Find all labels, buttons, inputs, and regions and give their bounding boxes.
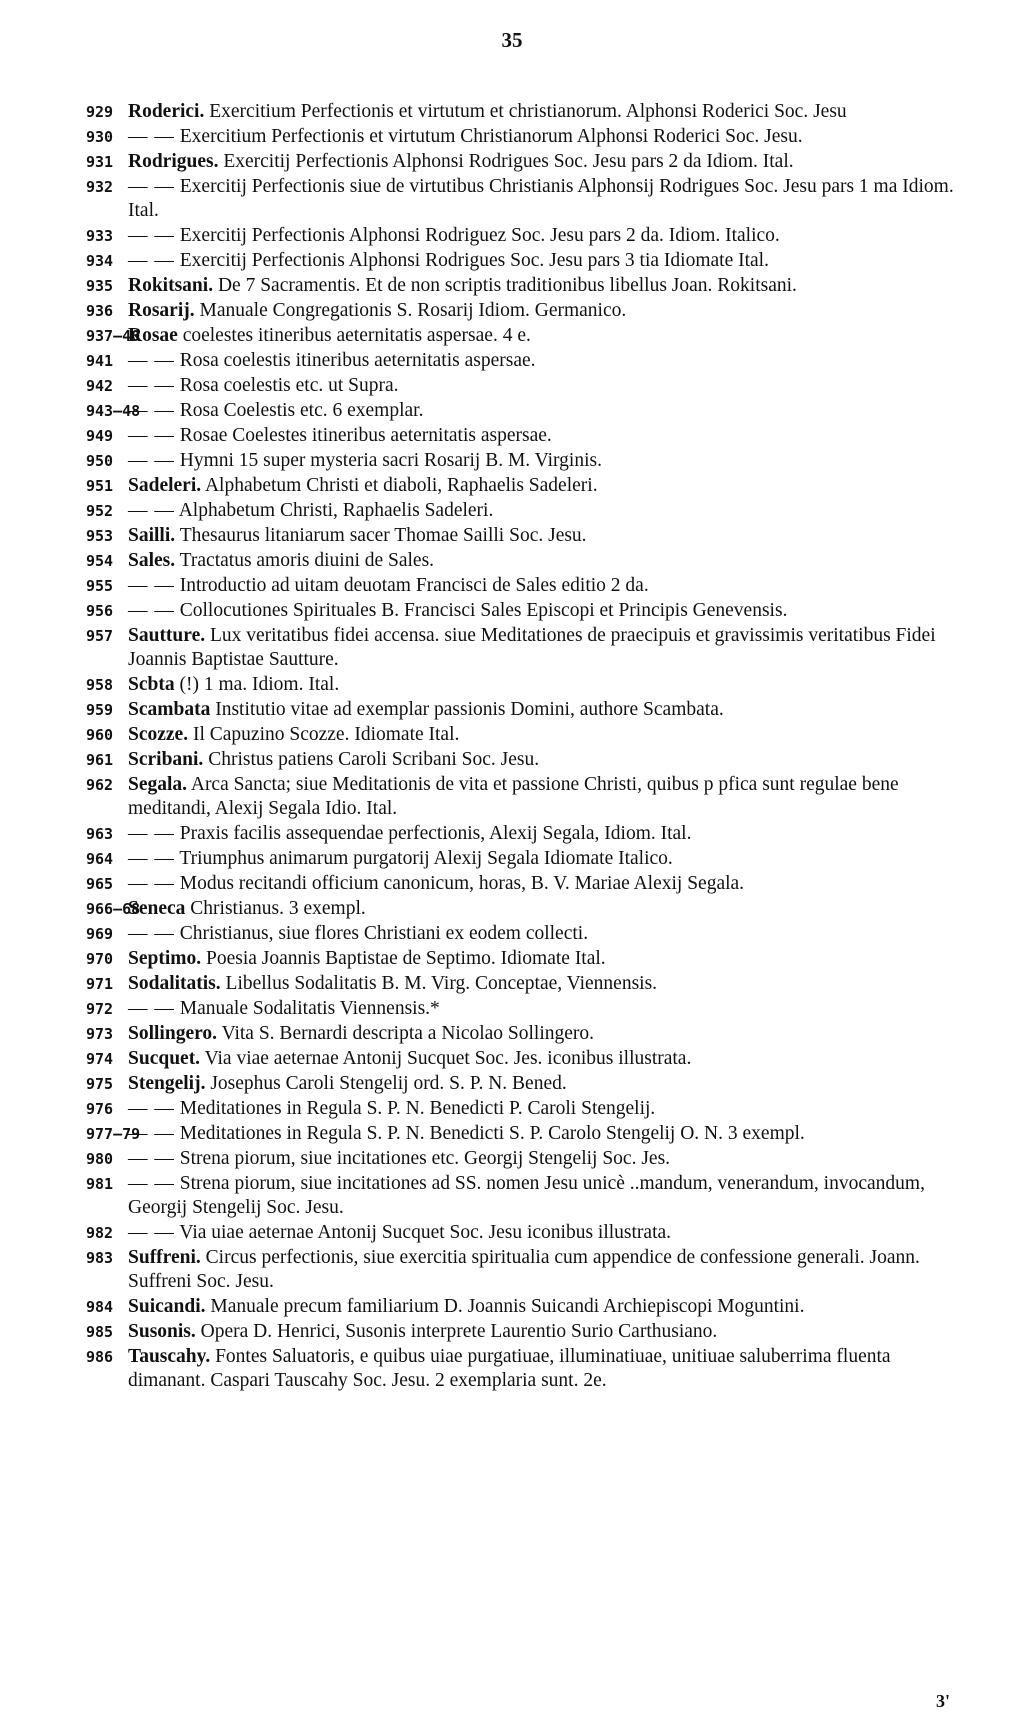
entry-author: — — [128, 375, 175, 396]
catalog-entry [0, 1047, 1024, 1071]
entry-title: Opera D. Henrici, Susonis interprete Laurentio Surio Carthusiano. [200, 1321, 718, 1342]
entry-author: Rosarij. [128, 300, 195, 321]
entry-author: Scribani. [128, 749, 204, 770]
entry-author: Roderici. [128, 101, 205, 122]
catalog-entry [0, 1172, 1024, 1220]
entry-title: Arca Sancta; siue Meditationis de vita et passione Christi, quibus p pfica sunt regulae bene meditandi, Alexij Segala Idio. Ital. [128, 774, 899, 819]
entry-body [128, 624, 954, 672]
entry-body [128, 399, 954, 423]
entry-author: — — [128, 425, 175, 446]
catalog-entry [0, 1122, 1024, 1146]
entry-title: Meditationes in Regula S. P. N. Benedicti P. Caroli Stengelij. [179, 1098, 656, 1119]
entry-number: 936 [86, 302, 114, 320]
entry-author: Scbta [128, 674, 175, 695]
entry-number: 970 [86, 950, 114, 968]
entry-title: Via viae aeternae Antonij Sucquet Soc. Jes. iconibus illustrata. [204, 1048, 692, 1069]
catalog-entry [0, 997, 1024, 1021]
catalog-entry [0, 449, 1024, 473]
entry-author: — — [128, 350, 175, 371]
entry-body [128, 773, 954, 821]
entry-author: Sales. [128, 550, 176, 571]
entry-number: 933 [86, 227, 114, 245]
entry-author: — — [128, 176, 175, 197]
catalog-entry [0, 723, 1024, 747]
entry-title: Libellus Sodalitatis B. M. Virg. Conceptae, Viennensis. [225, 973, 658, 994]
entry-author: — — [128, 998, 175, 1019]
entry-number: 974 [86, 1050, 114, 1068]
entry-body [128, 1147, 954, 1171]
entry-number: 953 [86, 527, 114, 545]
entry-author: Suicandi. [128, 1296, 206, 1317]
catalog-entry [0, 847, 1024, 871]
entry-number: 950 [86, 452, 114, 470]
entry-author: Stengelij. [128, 1073, 206, 1094]
entry-number: 952 [86, 502, 114, 520]
catalog-entry [0, 299, 1024, 323]
entry-author: — — [128, 450, 175, 471]
catalog-entry [0, 1097, 1024, 1121]
entry-body [128, 972, 954, 996]
entry-number: 943—48 [86, 402, 141, 420]
entry-number: 963 [86, 825, 114, 843]
catalog-entry [0, 1022, 1024, 1046]
entry-author: Sodalitatis. [128, 973, 221, 994]
entry-author: — — [128, 1148, 175, 1169]
entry-author: — — [128, 923, 175, 944]
entry-title: Meditationes in Regula S. P. N. Benedicti S. P. Carolo Stengelij O. N. 3 exempl. [179, 1123, 805, 1144]
entry-number: 983 [86, 1249, 114, 1267]
entry-author: Seneca [128, 898, 186, 919]
entry-title: Vita S. Bernardi descripta a Nicolao Sollingero. [221, 1023, 595, 1044]
entry-title: Josephus Caroli Stengelij ord. S. P. N. Bened. [210, 1073, 567, 1094]
entry-body [128, 150, 954, 174]
entry-author: Septimo. [128, 948, 202, 969]
entry-title: Rosa coelestis itineribus aeternitatis aspersae. [179, 350, 536, 371]
catalog-entry [0, 972, 1024, 996]
catalog-entries [0, 100, 1024, 1394]
catalog-entry [0, 822, 1024, 846]
catalog-entry [0, 150, 1024, 174]
entry-body [128, 100, 954, 124]
entry-author: — — [128, 1098, 175, 1119]
catalog-entry [0, 599, 1024, 623]
entry-title: Poesia Joannis Baptistae de Septimo. Idiomate Ital. [206, 948, 606, 969]
entry-number: 964 [86, 850, 114, 868]
entry-title: Manuale Sodalitatis Viennensis.* [179, 998, 440, 1019]
entry-author: — — [128, 873, 175, 894]
entry-author: — — [128, 1123, 175, 1144]
entry-body [128, 1295, 954, 1319]
entry-number: 972 [86, 1000, 114, 1018]
entry-number: 958 [86, 676, 114, 694]
entry-number: 960 [86, 726, 114, 744]
entry-title: Rosa coelestis etc. ut Supra. [179, 375, 399, 396]
entry-body [128, 1221, 954, 1245]
entry-title: Thesaurus litaniarum sacer Thomae Sailli Soc. Jesu. [179, 525, 587, 546]
entry-number: 941 [86, 352, 114, 370]
entry-number: 962 [86, 776, 114, 794]
catalog-entry [0, 274, 1024, 298]
entry-author: — — [128, 126, 175, 147]
entry-author: — — [128, 500, 175, 521]
entry-title: Strena piorum, siue incitationes etc. Georgij Stengelij Soc. Jes. [179, 1148, 671, 1169]
entry-title: Rosa Coelestis etc. 6 exemplar. [179, 400, 424, 421]
entry-body [128, 947, 954, 971]
entry-body [128, 175, 954, 223]
entry-body [128, 723, 954, 747]
entry-author: — — [128, 250, 175, 271]
catalog-entry [0, 673, 1024, 697]
entry-number: 932 [86, 178, 114, 196]
entry-number: 959 [86, 701, 114, 719]
entry-author: — — [128, 400, 175, 421]
entry-number: 961 [86, 751, 114, 769]
entry-number: 981 [86, 1175, 114, 1193]
entry-number: 931 [86, 153, 114, 171]
entry-number: 982 [86, 1224, 114, 1242]
entry-body [128, 249, 954, 273]
entry-title: Institutio vitae ad exemplar passionis Domini, authore Scambata. [215, 699, 724, 720]
entry-title: Strena piorum, siue incitationes ad SS. nomen Jesu unicè ..mandum, venerandum, invocandum, Georgij Stengelij Soc. Jesu. [128, 1173, 925, 1218]
entry-body [128, 599, 954, 623]
entry-body [128, 1122, 954, 1146]
entry-body [128, 1072, 954, 1096]
entry-title: Christianus, siue flores Christiani ex eodem collecti. [179, 923, 589, 944]
entry-body [128, 822, 954, 846]
catalog-entry [0, 374, 1024, 398]
entry-title: Christus patiens Caroli Scribani Soc. Jesu. [208, 749, 540, 770]
entry-body [128, 698, 954, 722]
entry-title: Exercitium Perfectionis et virtutum et christianorum. Alphonsi Roderici Soc. Jesu [209, 101, 847, 122]
entry-body [128, 1022, 954, 1046]
catalog-entry [0, 349, 1024, 373]
entry-author: Susonis. [128, 1321, 196, 1342]
catalog-entry [0, 897, 1024, 921]
catalog-entry [0, 574, 1024, 598]
entry-body [128, 1047, 954, 1071]
entry-number: 930 [86, 128, 114, 146]
entry-author: Scozze. [128, 724, 189, 745]
catalog-entry [0, 624, 1024, 672]
catalog-entry [0, 324, 1024, 348]
entry-title: Exercitij Perfectionis Alphonsi Rodriguez Soc. Jesu pars 2 da. Idiom. Italico. [179, 225, 780, 246]
entry-number: 975 [86, 1075, 114, 1093]
entry-author: Rokitsani. [128, 275, 214, 296]
entry-title: Lux veritatibus fidei accensa. siue Meditationes de praecipuis et gravissimis veritatibus Fidei Joannis Baptistae Sautture. [128, 625, 936, 670]
catalog-entry [0, 773, 1024, 821]
catalog-entry [0, 1295, 1024, 1319]
catalog-entry [0, 100, 1024, 124]
entry-body [128, 1246, 954, 1294]
entry-number: 929 [86, 103, 114, 121]
entry-title: Collocutiones Spirituales B. Francisci Sales Episcopi et Principis Genevensis. [179, 600, 788, 621]
entry-number: 951 [86, 477, 114, 495]
catalog-entry [0, 872, 1024, 896]
catalog-entry [0, 1345, 1024, 1393]
entry-body [128, 1172, 954, 1220]
catalog-entry [0, 399, 1024, 423]
catalog-entry [0, 424, 1024, 448]
entry-title: De 7 Sacramentis. Et de non scriptis traditionibus libellus Joan. Rokitsani. [217, 275, 797, 296]
entry-number: 971 [86, 975, 114, 993]
entry-title: Exercitij Perfectionis Alphonsi Rodrigues Soc. Jesu pars 3 tia Idiomate Ital. [179, 250, 769, 271]
entry-title: Modus recitandi officium canonicum, horas, B. V. Mariae Alexij Segala. [179, 873, 745, 894]
entry-author: Sucquet. [128, 1048, 201, 1069]
entry-title: Hymni 15 super mysteria sacri Rosarij B. M. Virginis. [179, 450, 602, 471]
entry-number: 984 [86, 1298, 114, 1316]
entry-number: 956 [86, 602, 114, 620]
catalog-entry [0, 249, 1024, 273]
entry-body [128, 299, 954, 323]
entry-title: Triumphus animarum purgatorij Alexij Segala Idiomate Italico. [179, 848, 673, 869]
entry-author: — — [128, 848, 175, 869]
entry-body [128, 224, 954, 248]
entry-body [128, 324, 954, 348]
entry-author: — — [128, 225, 175, 246]
entry-title: Manuale precum familiarium D. Joannis Suicandi Archiepiscopi Moguntini. [210, 1296, 805, 1317]
entry-author: Sautture. [128, 625, 206, 646]
entry-author: Rodrigues. [128, 151, 219, 172]
catalog-entry [0, 474, 1024, 498]
entry-author: Rosae [128, 325, 178, 346]
entry-title: Alphabetum Christi, Raphaelis Sadeleri. [178, 500, 494, 521]
entry-body [128, 574, 954, 598]
entry-number: 957 [86, 627, 114, 645]
entry-title: Christianus. 3 exempl. [190, 898, 366, 919]
entry-author: Suffreni. [128, 1247, 201, 1268]
catalog-entry [0, 698, 1024, 722]
entry-body [128, 673, 954, 697]
entry-body [128, 474, 954, 498]
entry-body [128, 449, 954, 473]
entry-author: — — [128, 1222, 175, 1243]
catalog-entry [0, 499, 1024, 523]
catalog-entry [0, 549, 1024, 573]
entry-title: Tractatus amoris diuini de Sales. [179, 550, 435, 571]
catalog-entry [0, 1221, 1024, 1245]
entry-body [128, 1320, 954, 1344]
entry-number: 934 [86, 252, 114, 270]
entry-author: — — [128, 600, 175, 621]
entry-author: Segala. [128, 774, 188, 795]
entry-body [128, 499, 954, 523]
catalog-entry [0, 1147, 1024, 1171]
entry-body [128, 897, 954, 921]
entry-body [128, 524, 954, 548]
catalog-entry [0, 175, 1024, 223]
entry-number: 937—40 [86, 327, 141, 345]
entry-number: 985 [86, 1323, 114, 1341]
entry-title: Il Capuzino Scozze. Idiomate Ital. [192, 724, 460, 745]
entry-title: Exercitij Perfectionis siue de virtutibus Christianis Alphonsij Rodrigues Soc. Jesu pars 1 ma Idiom. Ital. [128, 176, 954, 221]
entry-title: Manuale Congregationis S. Rosarij Idiom. Germanico. [199, 300, 627, 321]
entry-title: Via uiae aeternae Antonij Sucquet Soc. Jesu iconibus illustrata. [179, 1222, 672, 1243]
entry-author: — — [128, 575, 175, 596]
entry-number: 986 [86, 1348, 114, 1366]
entry-number: 935 [86, 277, 114, 295]
entry-body [128, 872, 954, 896]
entry-body [128, 274, 954, 298]
entry-body [128, 748, 954, 772]
catalog-entry [0, 224, 1024, 248]
entry-body [128, 349, 954, 373]
entry-title: Fontes Saluatoris, e quibus uiae purgatiuae, illuminatiuae, unitiuae saluberrima fluenta dimanant. Caspari Tauscahy Soc. Jesu. 2 exemplaria sunt. 2e. [128, 1346, 891, 1391]
entry-body [128, 1345, 954, 1393]
entry-number: 966—68 [86, 900, 141, 918]
entry-title: Circus perfectionis, siue exercitia spiritualia cum appendice de confessione generali. Joann. Suffreni Soc. Jesu. [128, 1247, 920, 1292]
entry-body [128, 922, 954, 946]
entry-number: 955 [86, 577, 114, 595]
catalog-entry [0, 1072, 1024, 1096]
printer-signature: 3' [935, 1691, 950, 1711]
entry-author: Sadeleri. [128, 475, 202, 496]
entry-number: 976 [86, 1100, 114, 1118]
entry-title: Exercitium Perfectionis et virtutum Christianorum Alphonsi Roderici Soc. Jesu. [179, 126, 803, 147]
entry-title: (!) 1 ma. Idiom. Ital. [179, 674, 340, 695]
entry-author: Sailli. [128, 525, 176, 546]
catalog-entry [0, 947, 1024, 971]
catalog-entry [0, 1320, 1024, 1344]
catalog-entry [0, 524, 1024, 548]
entry-number: 954 [86, 552, 114, 570]
entry-number: 977—79 [86, 1125, 141, 1143]
entry-body [128, 549, 954, 573]
entry-body [128, 997, 954, 1021]
entry-title: Rosae Coelestes itineribus aeternitatis aspersae. [179, 425, 552, 446]
entry-body [128, 1097, 954, 1121]
entry-number: 980 [86, 1150, 114, 1168]
catalog-entry [0, 1246, 1024, 1294]
entry-number: 969 [86, 925, 114, 943]
entry-body [128, 374, 954, 398]
entry-body [128, 125, 954, 149]
entry-author: Tauscahy. [128, 1346, 211, 1367]
entry-author: — — [128, 823, 175, 844]
entry-title: Introductio ad uitam deuotam Francisci de Sales editio 2 da. [179, 575, 649, 596]
entry-number: 973 [86, 1025, 114, 1043]
page-number: 35 [501, 28, 523, 52]
entry-title: Exercitij Perfectionis Alphonsi Rodrigues Soc. Jesu pars 2 da Idiom. Ital. [223, 151, 794, 172]
entry-author: Sollingero. [128, 1023, 218, 1044]
entry-number: 965 [86, 875, 114, 893]
entry-title: Praxis facilis assequendae perfectionis, Alexij Segala, Idiom. Ital. [179, 823, 692, 844]
entry-body [128, 424, 954, 448]
entry-body [128, 847, 954, 871]
entry-number: 942 [86, 377, 114, 395]
entry-title: coelestes itineribus aeternitatis aspersae. 4 e. [182, 325, 531, 346]
catalog-entry [0, 125, 1024, 149]
entry-title: Alphabetum Christi et diaboli, Raphaelis Sadeleri. [204, 475, 598, 496]
entry-number: 949 [86, 427, 114, 445]
entry-author: — — [128, 1173, 175, 1194]
entry-author: Scambata [128, 699, 211, 720]
catalog-entry [0, 748, 1024, 772]
catalog-entry [0, 922, 1024, 946]
